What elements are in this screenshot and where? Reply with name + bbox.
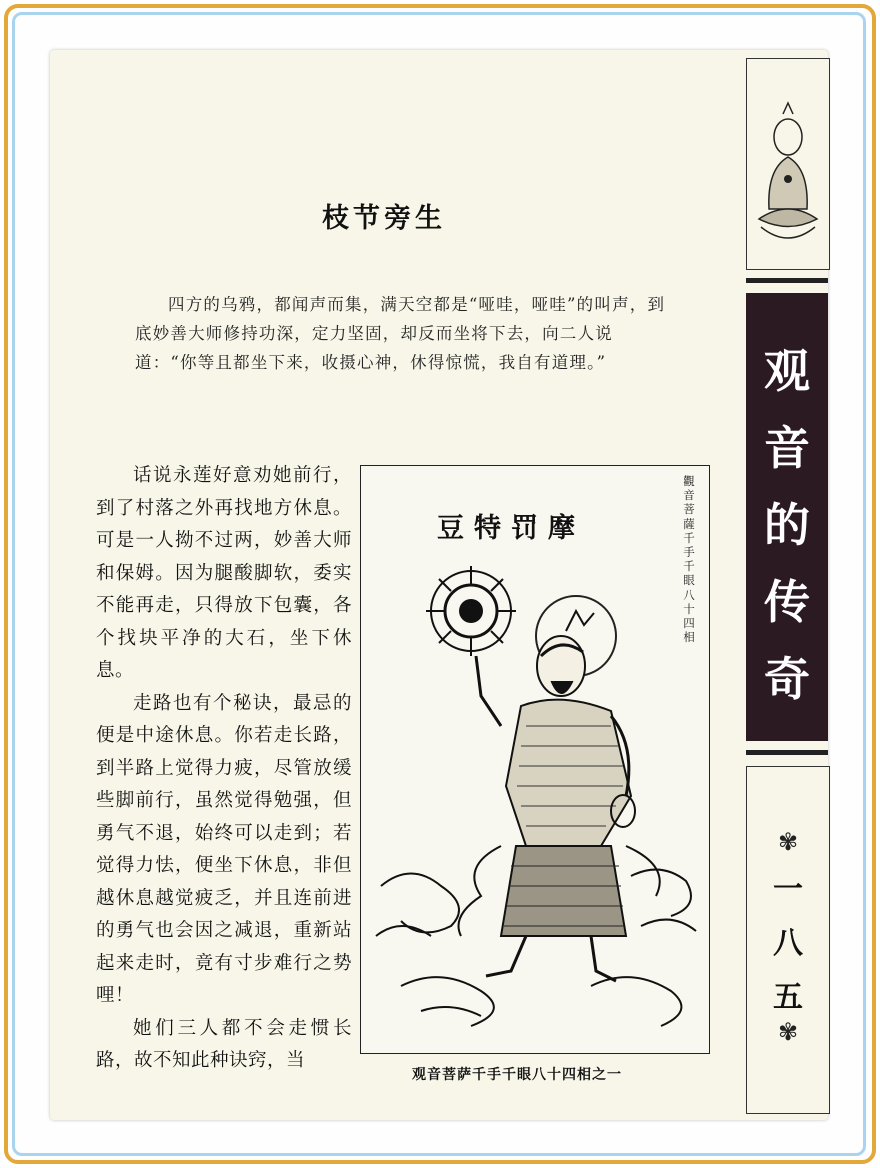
body-paragraph-3: 她们三人都不会走惯长路，故不知此种诀窍，当 [96,1017,352,1071]
inscription-char: 觀 [683,474,695,488]
book-title-char: 观 [764,344,810,398]
inscription-char: 手 [683,545,695,560]
body-paragraph-2: 走路也有个秘诀，最忌的便是中途休息。你若走长路，到半路上觉得力疲，尽管放缓些脚前行，虽然觉得勉强，但勇气不退，始终可以走到；若觉得力怯，便坐下休息，非但越休息越觉疲乏，并且连前进的勇气也会因之减退，重新站起来走时，竟有寸步难行之势哩！ [96,692,352,1006]
page-number-vertical [747,863,829,1025]
intro-text: 四方的乌鸦，都闻声而集，满天空都是“哑哇，哑哇”的叫声，到底妙善大师修持功深，定力坚固，却反而坐将下去，向二人说道：“你等且都坐下来，收摄心神，休得惊慌，我自有道理。” [135,295,666,372]
illustration-title: 豆特罚摩 [437,513,585,544]
sidebar-buddha-box [746,58,830,270]
book-title-char: 音 [764,421,810,475]
body-text-column [96,460,352,1078]
inscription-char: 八 [683,587,695,602]
inscription-char: 千 [683,530,695,545]
book-title-char: 奇 [764,652,810,706]
inscription-char: 相 [683,630,695,645]
inscription-char: 十 [683,601,695,616]
sidebar-divider-top [746,278,828,283]
book-title-vertical [746,333,828,718]
inscription-char: 四 [683,616,695,631]
book-title-char: 的 [764,498,810,552]
body-paragraph-1: 话说永莲好意劝她前行，到了村落之外再找地方休息。可是一人拗不过两，妙善大师和保姆。因为腿酸脚软，委实不能再走，只得放下包囊，各个找块平净的大石，坐下休息。 [96,465,352,681]
page-number-char: 八 [773,926,803,961]
sidebar-title-panel [746,293,828,741]
intro-paragraph [135,290,671,377]
sidebar-page-number-box [746,766,830,1114]
illustration-caption: 观音菩萨千手千眼八十四相之一 [412,1067,622,1083]
inscription-char: 菩 [683,502,695,517]
book-title-char: 传 [764,575,810,629]
page-number-char: 一 [773,872,803,907]
inscription-char: 薩 [683,516,695,531]
buddha-figure-icon [747,59,829,269]
flower-ornament-icon: ✾ [777,1018,799,1046]
sidebar-divider-bottom [746,750,828,755]
inscription-char: 眼 [683,573,695,588]
warrior-figure-drawing [361,466,709,1053]
guanyin-illustration [360,465,710,1054]
inscription-char: 千 [683,559,695,574]
flower-ornament-icon: ✾ [777,828,799,856]
page-number-char: 五 [773,980,803,1015]
illustration-side-inscription [679,474,699,644]
inscription-char: 音 [683,488,695,503]
section-title: 枝节旁生 [322,203,446,234]
